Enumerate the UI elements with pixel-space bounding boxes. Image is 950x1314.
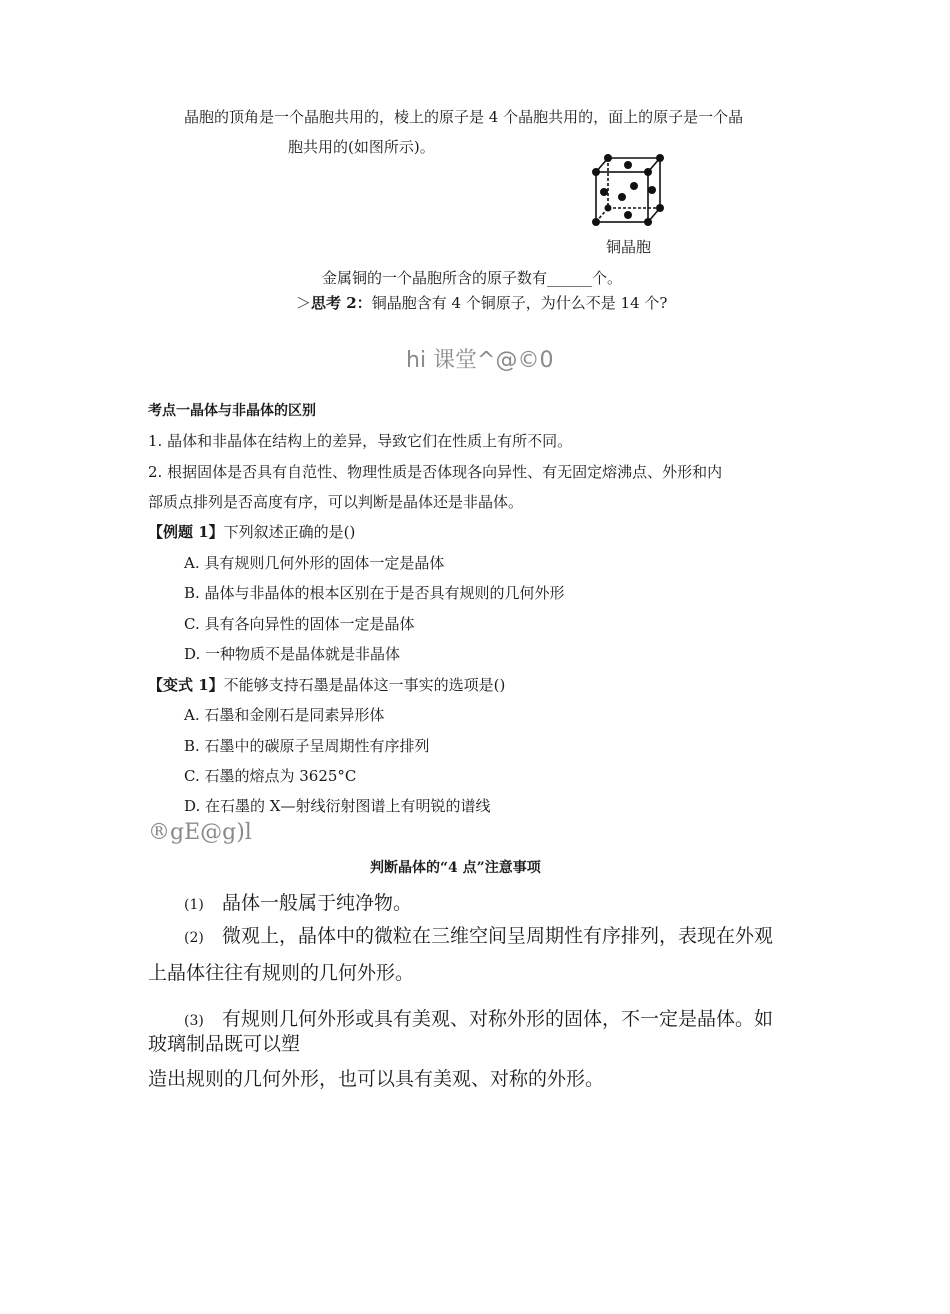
notes-title: 判断晶体的“4 点”注意事项 bbox=[370, 860, 541, 876]
think-question bbox=[296, 292, 667, 313]
example-1-option-c: C. 具有各向异性的固体一定是晶体 bbox=[184, 615, 415, 633]
note-3-text-a: 有规则几何外形或具有美观、对称外形的固体，不一定是晶体。如 bbox=[222, 1008, 774, 1030]
variant-1-option-a: A. 石墨和金刚石是同素异形体 bbox=[184, 706, 385, 724]
note-1 bbox=[184, 888, 412, 915]
variant-1-question: 不能够支持石墨是晶体这一事实的选项是() bbox=[223, 676, 506, 694]
section-paragraph-2a: 2. 根据固体是否具有自范性、物理性质是否体现各向异性、有无固定熔沸点、外形和内 bbox=[148, 463, 723, 481]
note-3-number: (3) bbox=[184, 1013, 204, 1029]
think-label: 思考 2： bbox=[311, 294, 372, 312]
note-3-text-b: 玻璃制品既可以塑 bbox=[148, 1033, 301, 1055]
section-paragraph-2b: 部质点排列是否高度有序，可以判断是晶体还是非晶体。 bbox=[148, 493, 524, 511]
intro-line-2: 胞共用的(如图所示)。 bbox=[288, 138, 435, 156]
note-3-text-c: 造出规则的几何外形，也可以具有美观、对称的外形。 bbox=[148, 1068, 605, 1090]
note-3 bbox=[184, 1004, 773, 1031]
section-paragraph-1: 1. 晶体和非晶体在结构上的差异，导致它们在性质上有所不同。 bbox=[148, 432, 573, 450]
variant-1-label: 【变式 1】 bbox=[148, 676, 224, 694]
example-1-option-a: A. 具有规则几何外形的固体一定是晶体 bbox=[184, 554, 445, 572]
note-2-number: (2) bbox=[184, 930, 204, 946]
variant-1-stem bbox=[148, 674, 505, 695]
note-2 bbox=[184, 921, 773, 948]
example-1-option-b: B. 晶体与非晶体的根本区别在于是否具有规则的几何外形 bbox=[184, 584, 565, 602]
note-2-text-a: 微观上，晶体中的微粒在三维空间呈周期性有序排列，表现在外观 bbox=[222, 925, 774, 947]
intro-line-1: 晶胞的顶角是一个晶胞共用的，棱上的原子是 4 个晶胞共用的，面上的原子是一个晶 bbox=[184, 108, 744, 126]
example-1-question: 下列叙述正确的是() bbox=[223, 523, 356, 541]
copper-unit-cell-figure bbox=[588, 150, 670, 234]
example-1-label: 【例题 1】 bbox=[148, 523, 224, 541]
note-2-text-b: 上晶体往往有规则的几何外形。 bbox=[148, 962, 415, 984]
section-title: 考点一晶体与非晶体的区别 bbox=[148, 403, 316, 419]
note-1-number: (1) bbox=[184, 897, 204, 913]
question-line: 金属铜的一个晶胞所含的原子数有______个。 bbox=[322, 269, 623, 287]
example-1-option-d: D. 一种物质不是晶体就是非晶体 bbox=[184, 645, 401, 663]
watermark-text-2: ®gE@g)l bbox=[148, 820, 252, 845]
figure-caption: 铜晶胞 bbox=[606, 238, 652, 256]
think-prefix: ＞ bbox=[296, 294, 312, 312]
watermark-text-1: hi 课堂^@©0 bbox=[406, 348, 554, 373]
example-1-stem bbox=[148, 521, 355, 542]
think-text: 铜晶胞含有 4 个铜原子，为什么不是 14 个? bbox=[371, 294, 668, 312]
variant-1-option-d: D. 在石墨的 X—射线衍射图谱上有明锐的谱线 bbox=[184, 797, 491, 815]
variant-1-option-c: C. 石墨的熔点为 3625°C bbox=[184, 767, 357, 785]
variant-1-option-b: B. 石墨中的碳原子呈周期性有序排列 bbox=[184, 737, 430, 755]
unit-cell-diagram bbox=[588, 150, 670, 234]
note-1-text: 晶体一般属于纯净物。 bbox=[222, 892, 413, 914]
